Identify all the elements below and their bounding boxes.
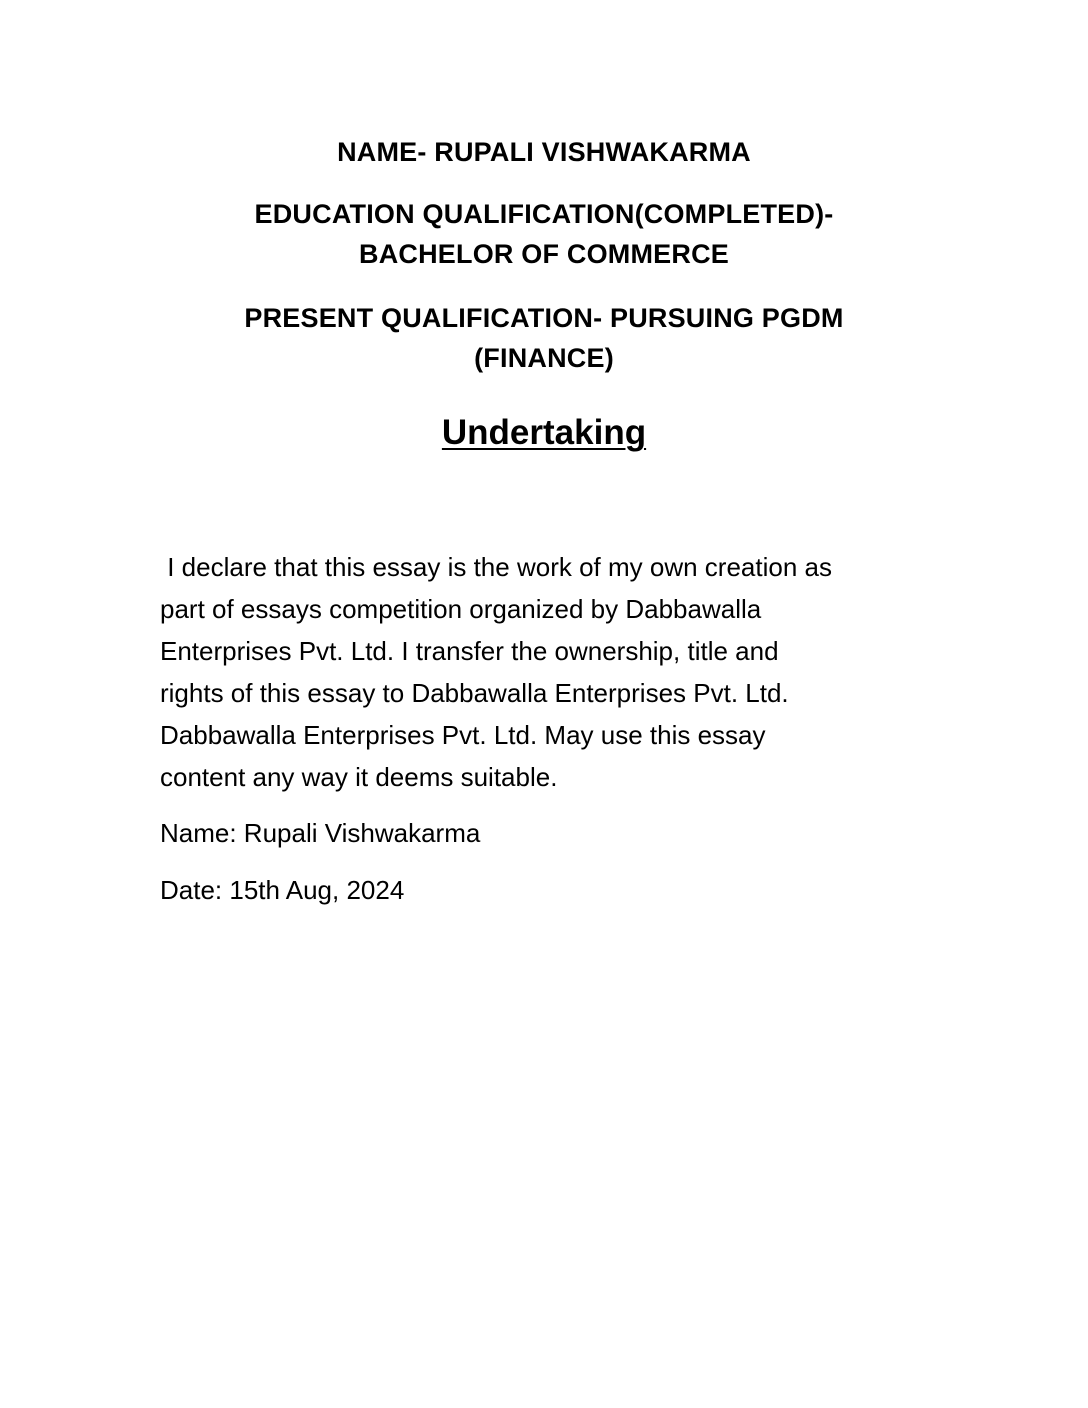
education-heading	[0, 194, 1088, 274]
declaration-line: part of essays competition organized by Dabbawalla	[160, 594, 762, 624]
declaration-line: Dabbawalla Enterprises Pvt. Ltd. May use this essay	[160, 720, 766, 750]
declaration-line: rights of this essay to Dabbawalla Enterprises Pvt. Ltd.	[160, 678, 789, 708]
present-qualification-heading	[0, 298, 1088, 378]
name-heading-text: NAME- RUPALI VISHWAKARMA	[337, 137, 751, 167]
declaration-line: content any way it deems suitable.	[160, 762, 558, 792]
education-heading-line-2: BACHELOR OF COMMERCE	[359, 239, 729, 269]
declaration-line: I declare that this essay is the work of my own creation as	[160, 552, 832, 582]
declaration-paragraph	[160, 546, 960, 798]
signature-name: Name: Rupali Vishwakarma	[160, 818, 481, 848]
present-heading-line-2: (FINANCE)	[474, 343, 614, 373]
education-heading-line-1: EDUCATION QUALIFICATION(COMPLETED)-	[254, 199, 834, 229]
undertaking-title: Undertaking	[441, 413, 647, 452]
declaration-line: Enterprises Pvt. Ltd. I transfer the ownership, title and	[160, 636, 779, 666]
name-heading	[0, 132, 1088, 172]
present-heading-line-1: PRESENT QUALIFICATION- PURSUING PGDM	[244, 303, 844, 333]
signature-date: Date: 15th Aug, 2024	[160, 875, 405, 905]
